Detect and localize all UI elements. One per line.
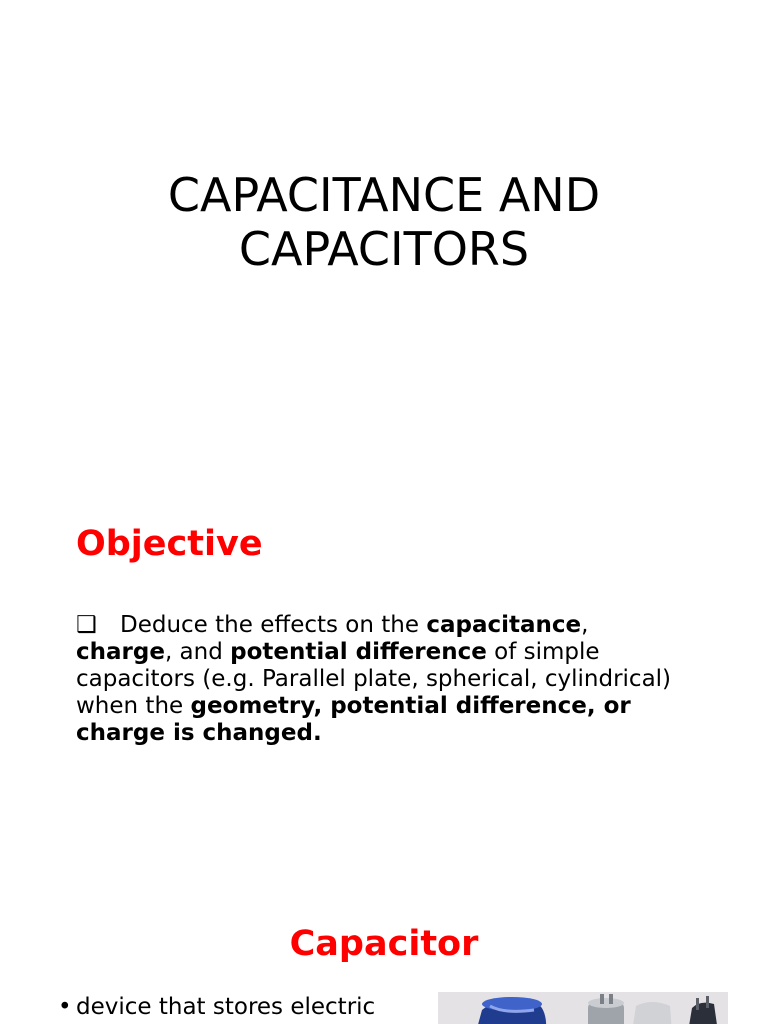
capacitor-slide (0, 900, 768, 1024)
hollow-square-bullet-icon: ❑ (76, 612, 97, 638)
objective-seg-3-bold: charge (76, 639, 165, 665)
objective-heading: Objective (76, 524, 263, 564)
objective-seg-0: Deduce the effects on the (120, 612, 427, 638)
title-slide (0, 0, 768, 470)
objective-slide (0, 470, 768, 900)
slide-title (0, 168, 768, 276)
capacitors-photo-graphic (438, 992, 728, 1024)
title-line-1: CAPACITANCE AND (167, 168, 601, 222)
objective-seg-1-bold: capacitance (426, 612, 582, 638)
capacitor-bullet-text: device that stores electric (76, 994, 376, 1020)
capacitor-photo (438, 992, 728, 1024)
bullet-dot-icon: • (58, 994, 72, 1020)
objective-seg-7-bold: geometry, potential difference, or charge is changed. (76, 693, 631, 746)
title-line-2: CAPACITORS (238, 222, 530, 276)
capacitor-bullet (58, 994, 375, 1021)
objective-text (76, 612, 676, 747)
objective-seg-2: , (581, 612, 589, 638)
capacitor-heading: Capacitor (289, 924, 479, 964)
objective-seg-6: of simple capacitors (e.g. Parallel plate, spherical, cylindrical) when the (76, 639, 672, 719)
objective-seg-5-bold: potential difference (230, 639, 487, 665)
objective-seg-4: , and (164, 639, 231, 665)
